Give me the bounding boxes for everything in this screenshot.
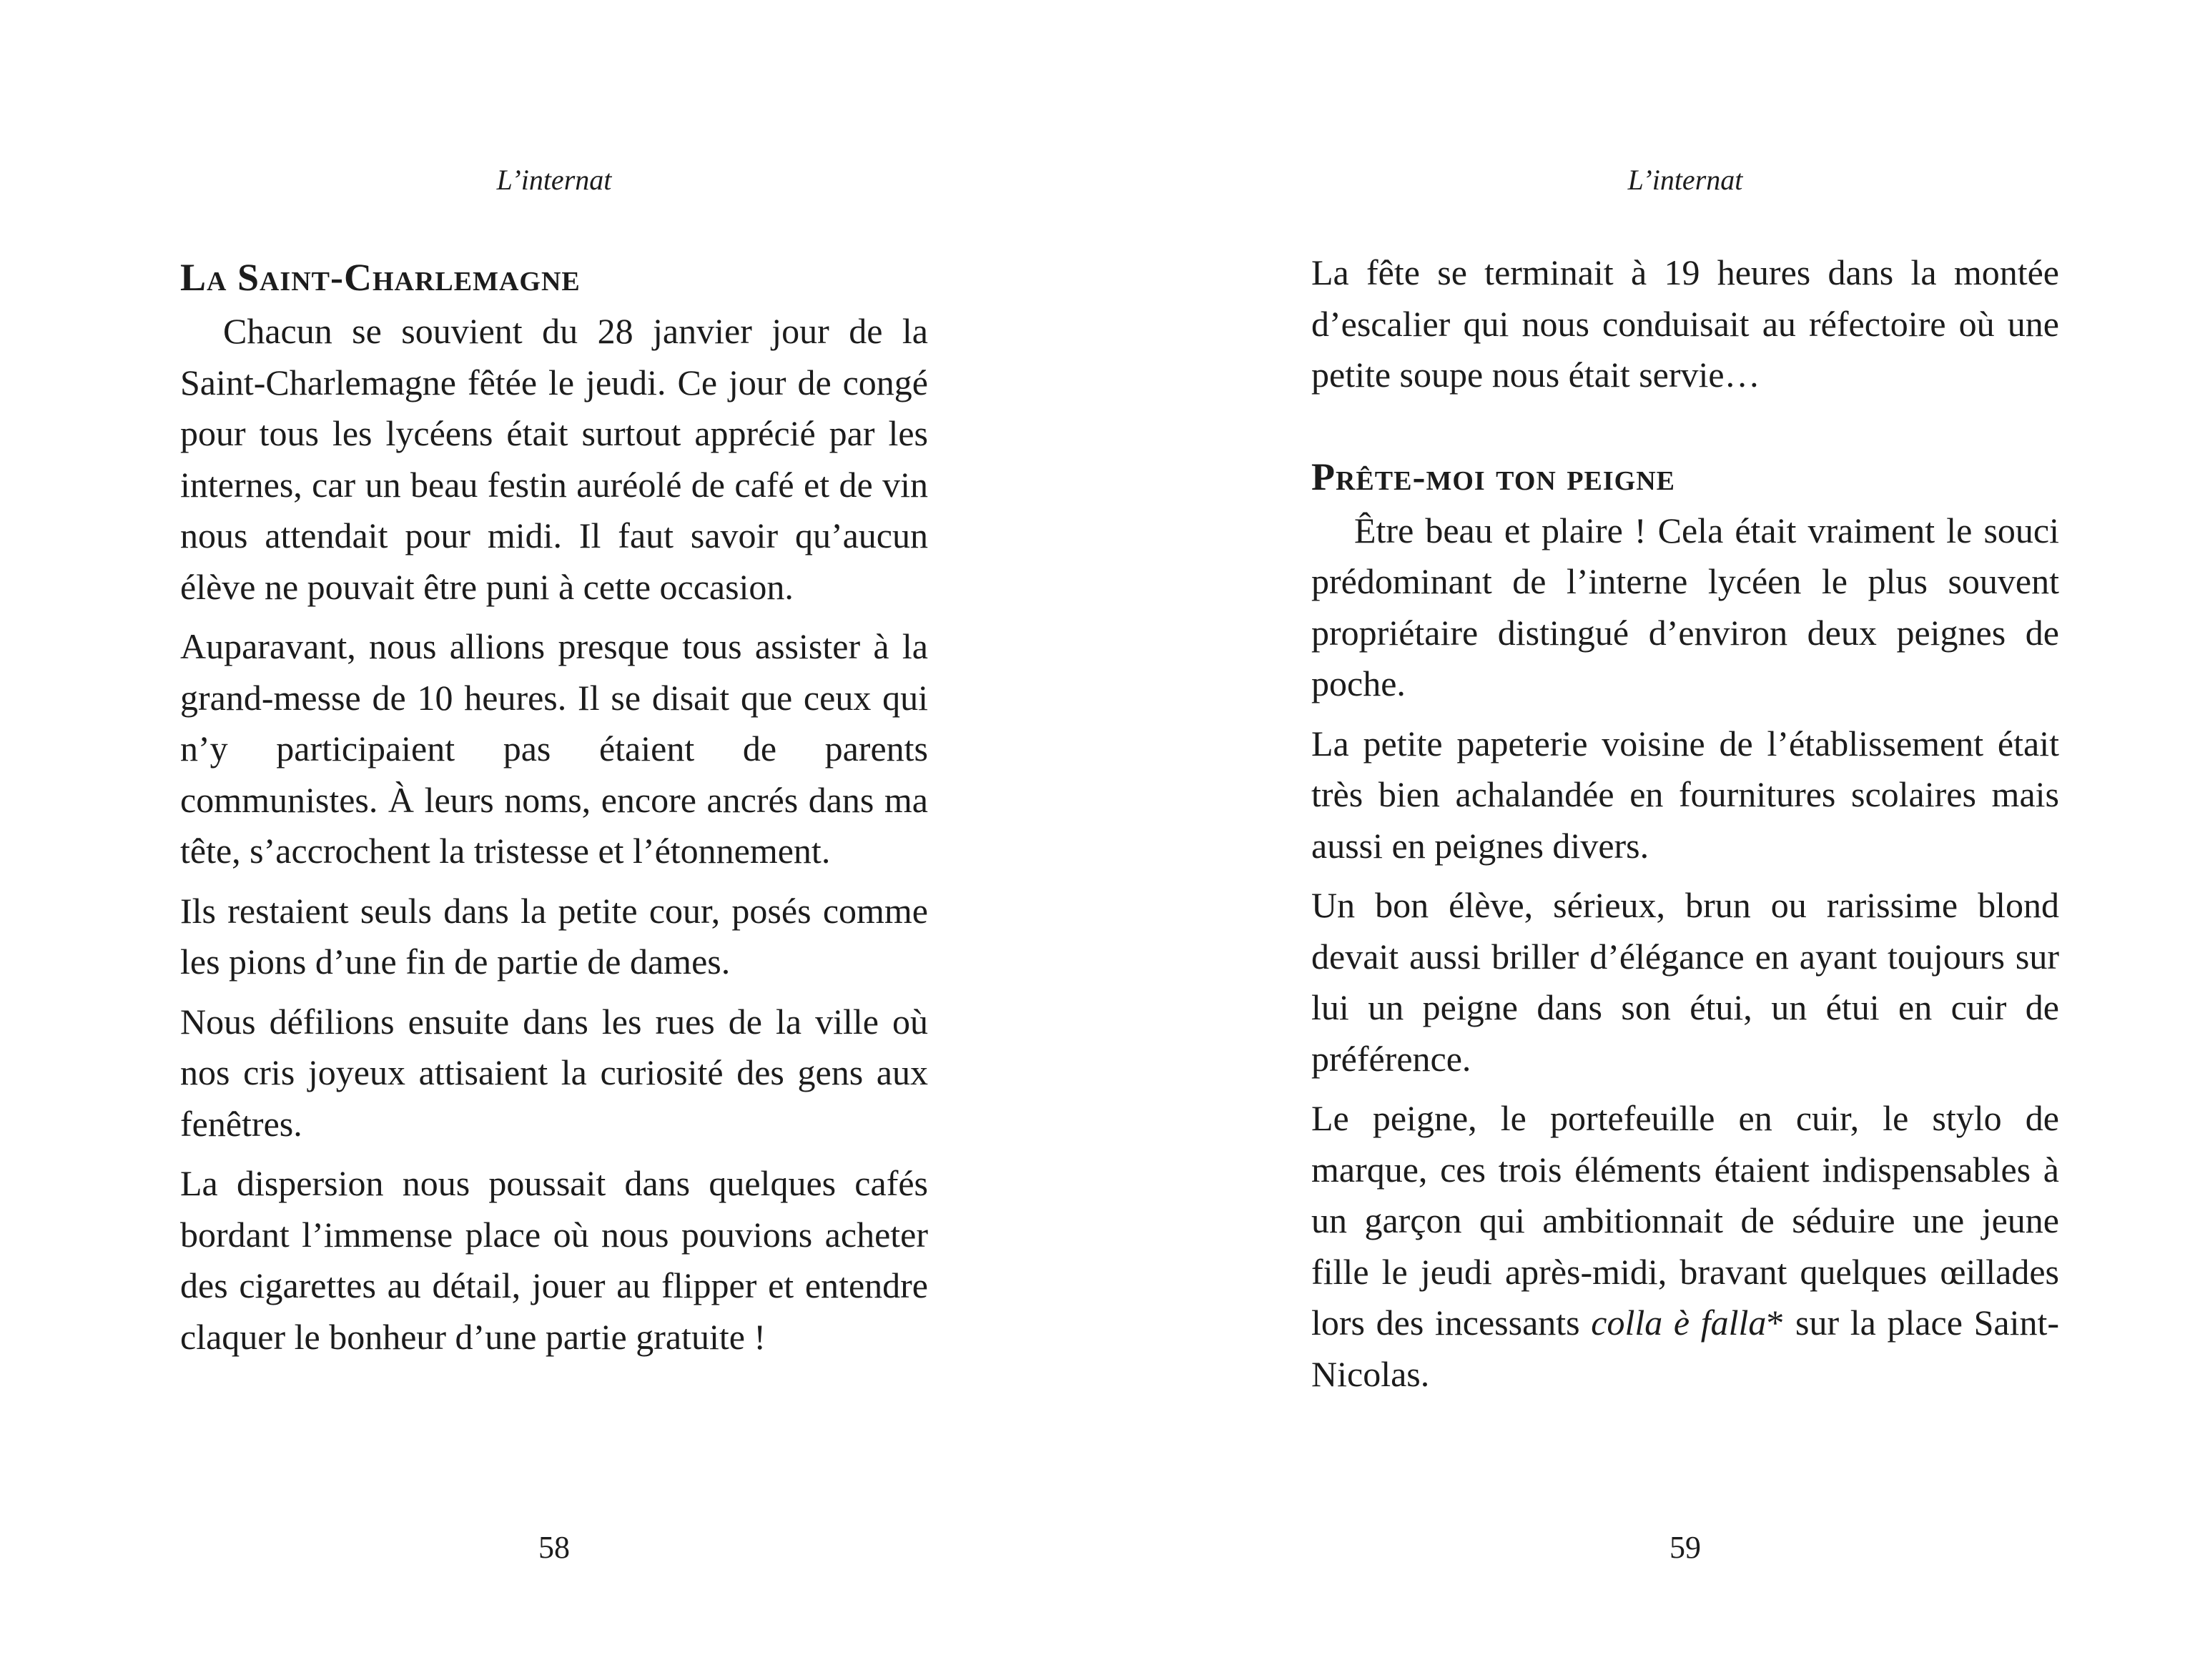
paragraph: Auparavant, nous allions presque tous assister à la grand-messe de 10 heures. Il se disait que ceux qui n’y participaient pas étaient de parents communistes. À leurs noms, encore ancrés dans ma tête, s’accrochent la tristesse et l’étonnement. [180, 626, 928, 871]
italic-phrase: colla è falla [1591, 1303, 1767, 1343]
right-page [1311, 0, 2059, 1680]
page-number-left: 58 [538, 1530, 570, 1565]
paragraph: La dispersion nous poussait dans quelques cafés bordant l’immense place où nous pouvions acheter des cigarettes au détail, jouer au flipper et entendre claquer le bonheur d’une partie gratuite ! [180, 1163, 928, 1357]
left-page-body [180, 252, 928, 1371]
paragraph-text: * sur la place Saint-Nicolas. [1311, 1303, 2059, 1394]
paragraph: Ils restaient seuls dans la petite cour, posés comme les pions d’une fin de partie de dames. [180, 890, 928, 982]
paragraph: La fête se terminait à 19 heures dans la montée d’escalier qui nous conduisait au réfectoire où une petite soupe nous était servie… [1311, 252, 2059, 395]
paragraph: Un bon élève, sérieux, brun ou rarissime blond devait aussi briller d’élégance en ayant toujours sur lui un peigne dans son étui, un étui en cuir de préférence. [1311, 885, 2059, 1079]
paragraph-text: Le peigne, le portefeuille en cuir, le stylo de marque, ces trois éléments étaient indispensables à un garçon qui ambitionnait de séduire une jeune fille le jeudi après-midi, bravant quelques œillades lors des incessants [1311, 1098, 2059, 1343]
page-number-right: 59 [1669, 1530, 1701, 1565]
running-head-left: L’internat [496, 164, 612, 196]
section-heading-prete-moi-ton-peigne: Prête-moi ton peigne [1311, 455, 1676, 498]
paragraph-with-italic [1311, 1093, 2059, 1400]
paragraph: Nous défilions ensuite dans les rues de la ville où nos cris joyeux attisaient la curiosité des gens aux fenêtres. [180, 1001, 928, 1144]
paragraph: Chacun se souvient du 28 janvier jour de la Saint-Charlemagne fêtée le jeudi. Ce jour de congé pour tous les lycéens était surtout apprécié par les internes, car un beau festin auréolé de café et de vin nous attendait pour midi. Il faut savoir qu’aucun élève ne pouvait être puni à cette occasion. [180, 311, 928, 607]
running-head-right: L’internat [1627, 164, 1743, 196]
left-page [180, 0, 928, 1680]
paragraph: Être beau et plaire ! Cela était vraiment le souci prédominant de l’interne lycéen le plus souvent propriétaire distingué d’environ deux peignes de poche. [1311, 510, 2059, 703]
section-heading-saint-charlemagne: La Saint-Charlemagne [180, 256, 581, 299]
right-page-body [1311, 247, 2059, 1408]
paragraph: La petite papeterie voisine de l’établissement était très bien achalandée en fournitures scolaires mais aussi en peignes divers. [1311, 723, 2059, 866]
